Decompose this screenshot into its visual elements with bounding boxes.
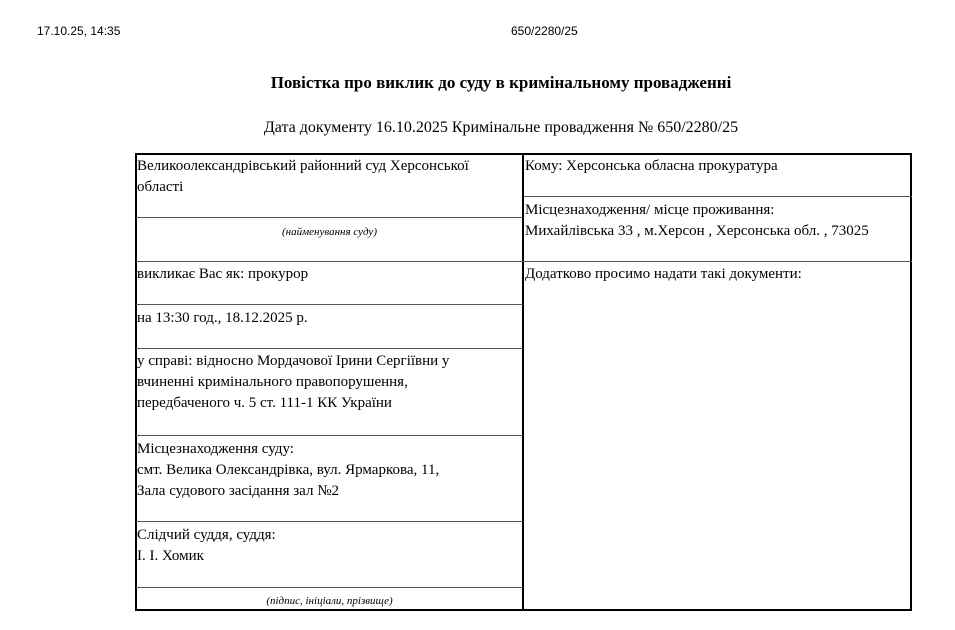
hearing-datetime: на 13:30 год., 18.12.2025 р. <box>137 310 308 326</box>
court-location <box>137 439 439 502</box>
row-divider <box>136 435 523 436</box>
column-divider <box>522 153 524 611</box>
court-name-line: Великоолександрівський районний суд Херсонської <box>137 158 469 174</box>
document-subtitle: Дата документу 16.10.2025 Кримінальне провадження № 650/2280/25 <box>263 119 739 136</box>
address-label: Місцезнаходження/ місце проживання: <box>525 202 775 218</box>
court-name-line: області <box>137 179 184 195</box>
judge-name: І. І. Хомик <box>137 548 204 564</box>
case-line: у справі: відносно Мордачової Ірини Сергіївни у <box>137 353 450 369</box>
location-line: Зала судового засідання зал №2 <box>137 483 340 499</box>
address-value: Михайлівська 33 , м.Херсон , Херсонська обл. , 73025 <box>525 223 869 239</box>
recipient: Кому: Херсонська обласна прокуратура <box>525 158 778 174</box>
case-line: передбаченого ч. 5 ст. 111-1 КК України <box>137 395 392 411</box>
page-title: Повістка про виклик до суду в кримінальному провадженні <box>270 73 732 92</box>
row-divider <box>136 521 523 522</box>
row-divider <box>524 196 912 197</box>
document-number-header: 650/2280/25 <box>511 24 578 38</box>
signature-caption: (підпис, ініціали, прізвище) <box>266 595 393 607</box>
additional-documents: Додатково просимо надати такі документи: <box>525 266 802 282</box>
row-divider <box>136 348 523 349</box>
court-caption: (найменування суду) <box>282 226 377 238</box>
signature-underline <box>136 587 523 588</box>
court-name <box>137 156 469 198</box>
print-timestamp: 17.10.25, 14:35 <box>37 24 121 38</box>
location-line: смт. Велика Олександрівка, вул. Ярмаркова, 11, <box>137 462 440 478</box>
row-divider <box>136 304 523 305</box>
case-line: вчиненні кримінального правопорушення, <box>137 374 408 390</box>
case-description <box>137 351 449 414</box>
court-name-underline <box>136 217 523 218</box>
summons-role: викликає Вас як: прокурор <box>137 266 309 282</box>
judge-label: Слідчий суддя, суддя: <box>137 527 276 543</box>
row-divider <box>136 261 912 262</box>
location-line: Місцезнаходження суду: <box>137 441 294 457</box>
judge-info <box>137 525 276 567</box>
